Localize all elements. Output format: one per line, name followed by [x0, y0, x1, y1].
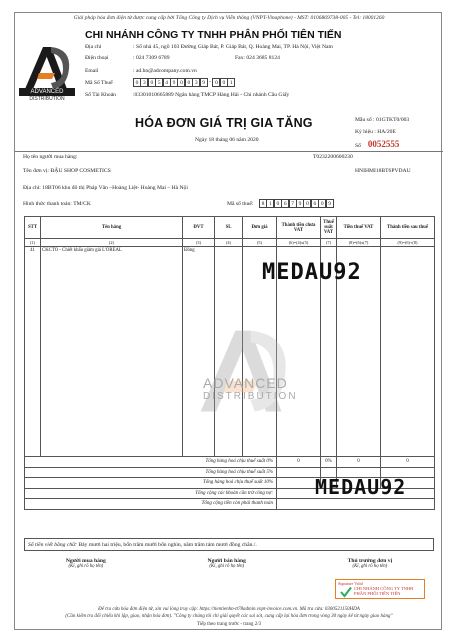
provider-note: Giải pháp hóa đơn điện tử được cung cấp bởi Tổng Công ty Dịch vụ Viễn thông (VNPT-Vinaphone) - MST: 0106869738-005 - Tel: 18001260 [73, 15, 385, 21]
tax-digit-box: 9 [326, 199, 334, 208]
seller-tax-label: Mã Số Thuế [85, 80, 113, 86]
buyer-unit: Tên đơn vị: ĐẬU SHOP COSMETICS [23, 168, 111, 174]
tax-digit-box: 0 [185, 78, 193, 87]
table-header-row [25, 217, 435, 239]
column-index: (4) [215, 239, 243, 247]
watermark-text-distribution: DISTRIBUTION [203, 391, 298, 402]
invoice-number: Số 0052555 [355, 139, 400, 149]
seller-email: Email : ad.hn@adcompany.com.vn [85, 68, 197, 74]
tax-digit-box: 0 [148, 78, 156, 87]
tax-digit-box: 0 [177, 78, 185, 87]
row-stt: 41 [25, 247, 41, 457]
footer-page: Tiếp theo trang trước - trang 2/3 [196, 622, 262, 627]
column-header: Thành tiền chưa VAT [277, 217, 321, 239]
tax-digit-box: 9 [296, 199, 304, 208]
column-index: (1) [25, 239, 41, 247]
invoice-symbol: Ký hiệu : HA/20E [355, 129, 396, 135]
column-header: STT [25, 217, 41, 239]
seller-address: Địa chỉ : Số nhà 45, ngõ 103 Đường Giáp Bát, P. Giáp Bát, Q. Hoàng Mai, TP. Hà Nội, Việt Nam [85, 44, 333, 50]
seller-account: Số Tài Khoản :03301010665889 Ngân hàng TMCP Hàng Hải - Chi nhánh Cầu Giấy [85, 92, 290, 98]
column-header: Tên hàng [41, 217, 183, 239]
summary-row: Tổng cộng các khoản cần trừ công nợ: [25, 488, 435, 499]
signature-signer: CHI NHÁNH CÔNG TY TNHH PHÂN PHỐI TIÊN TIẾN [354, 586, 414, 596]
column-index: (2) [41, 239, 183, 247]
tax-digit-box: 0 [318, 199, 326, 208]
digital-signature-stamp [335, 579, 425, 599]
column-index: (7) [321, 239, 337, 247]
table-index-row [25, 239, 435, 247]
overlay-mark-top: MEDAU92 [262, 260, 362, 285]
invoice-title: HÓA ĐƠN GIÁ TRỊ GIA TĂNG [135, 116, 313, 130]
watermark-text-advanced: ADVANCED [203, 375, 288, 391]
footer-note: (Cần kiểm tra đối chiếu khi lập, giao, nhận hóa đơn). "Công ty chúng tôi chỉ giải quyết các sai sót, cung cấp lại hóa đơn trong vòng 30 ngày kể từ ngày giao hàng" [65, 614, 393, 619]
seller-company-name: CHI NHÁNH CÔNG TY TNHH PHÂN PHỐI TIÊN TIẾN [85, 29, 342, 41]
logo-text-distribution: DISTRIBUTION [29, 96, 65, 102]
column-index: (5) [243, 239, 277, 247]
seller-tax-code [133, 78, 235, 87]
column-index: (9)=(6)+(8) [381, 239, 435, 247]
summary-row: Tổng hàng hoá chịu thuế suất 10% [25, 478, 435, 489]
summary-row: Tổng cộng tiền còn phải thanh toán [25, 499, 435, 510]
tax-digit-box: 1 [266, 199, 274, 208]
tax-digit-box: 9 [200, 78, 208, 87]
buyer-address: Địa chỉ: 18BT06 khu đô thị Pháp Vân –Hoàng Liệt- Hoàng Mai – Hà Nội [23, 185, 188, 191]
column-index: (6)=(4)x(5) [277, 239, 321, 247]
column-header: Thành tiền sau thuế [381, 217, 435, 239]
tax-digit-box: 4 [163, 78, 171, 87]
column-header: Thuế suất VAT [321, 217, 337, 239]
tax-digit-box: 0 [212, 78, 220, 87]
invoice-page [14, 12, 442, 630]
buyer-name: Họ tên người mua hàng: [23, 154, 78, 160]
logo-text-advanced: ADVANCED [19, 88, 75, 96]
signature-director: Thủ trưởng đơn vị (Kí, ghi rõ họ tên) [347, 558, 393, 569]
row-product-name: CKCTO - Chiết khấu giảm giá L'OREAL [41, 247, 183, 457]
tax-digit-box: 5 [155, 78, 163, 87]
overlay-mark-bottom: MEDAU92 [315, 475, 407, 499]
tax-digit-box: 3 [140, 78, 148, 87]
signature-valid-text: Signature Valid [338, 581, 363, 586]
tax-digit-box: 7 [289, 199, 297, 208]
row-total [381, 247, 435, 457]
tax-digit-box: 9 [170, 78, 178, 87]
payment-method: Hình thức thanh toán: TM/CK [23, 201, 91, 207]
tax-digit-box: 0 [133, 78, 141, 87]
column-index: (8)=(6)x(7) [337, 239, 381, 247]
column-header: Đơn giá [243, 217, 277, 239]
column-index: (3) [183, 239, 215, 247]
buyer-tax-code [259, 199, 333, 208]
tax-digit-box: 1 [227, 78, 235, 87]
column-header: SL [215, 217, 243, 239]
tax-digit-box: 8 [259, 199, 267, 208]
summary-row: Tổng hàng hoá chịu thuế suất 0% 0 0% 0 0 [25, 457, 435, 468]
buyer-tax-label: Mã số thuế: [227, 201, 254, 207]
tax-digit-box: - [209, 79, 211, 85]
lookup-code: HNIHMI18BT6PVDAU [355, 168, 411, 174]
row-unit: Đồng [183, 247, 215, 457]
tax-digit-box: 3 [192, 78, 200, 87]
amount-in-words: Số tiền viết bằng chữ: Bảy mươi hai triệu, bốn trăm mười bốn nghìn, năm trăm tám mươi đồng chẵn./. [24, 538, 434, 551]
reference-code: T0232200600230 [313, 154, 353, 160]
invoice-date: Ngày 18 tháng 06 năm 2020 [195, 137, 259, 143]
tax-digit-box: 6 [281, 199, 289, 208]
footer-lookup: Để tra cứu hóa đơn điện tử, xin vui lòng truy cập: https://tientienhn-tt78admin.vnpt-invoice.com.vn. Mã tra cứu: 0300521150HDA [98, 607, 360, 612]
tax-digit-box: 0 [274, 199, 282, 208]
signature-area [15, 558, 443, 569]
signature-buyer: Người mua hàng (Kí, ghi rõ họ tên) [65, 558, 106, 569]
signature-seller: Người bán hàng (Kí, ghi rõ họ tên) [207, 558, 246, 569]
invoice-form: Mẫu số : 01GTKT0/003 [355, 117, 410, 123]
seller-phone: Điện thoại : 024 7309 6789 Fax: 024 3685 8124 [85, 55, 280, 61]
divider [15, 151, 443, 152]
column-header: Tiền thuế VAT [337, 217, 381, 239]
tax-digit-box: 0 [220, 78, 228, 87]
tax-digit-box: 0 [303, 199, 311, 208]
check-icon [340, 586, 352, 598]
watermark-logo-icon [193, 323, 293, 423]
tax-digit-box: 6 [311, 199, 319, 208]
summary-row: Tổng hàng hoá chịu thuế suất 5% [25, 467, 435, 478]
column-header: ĐVT [183, 217, 215, 239]
